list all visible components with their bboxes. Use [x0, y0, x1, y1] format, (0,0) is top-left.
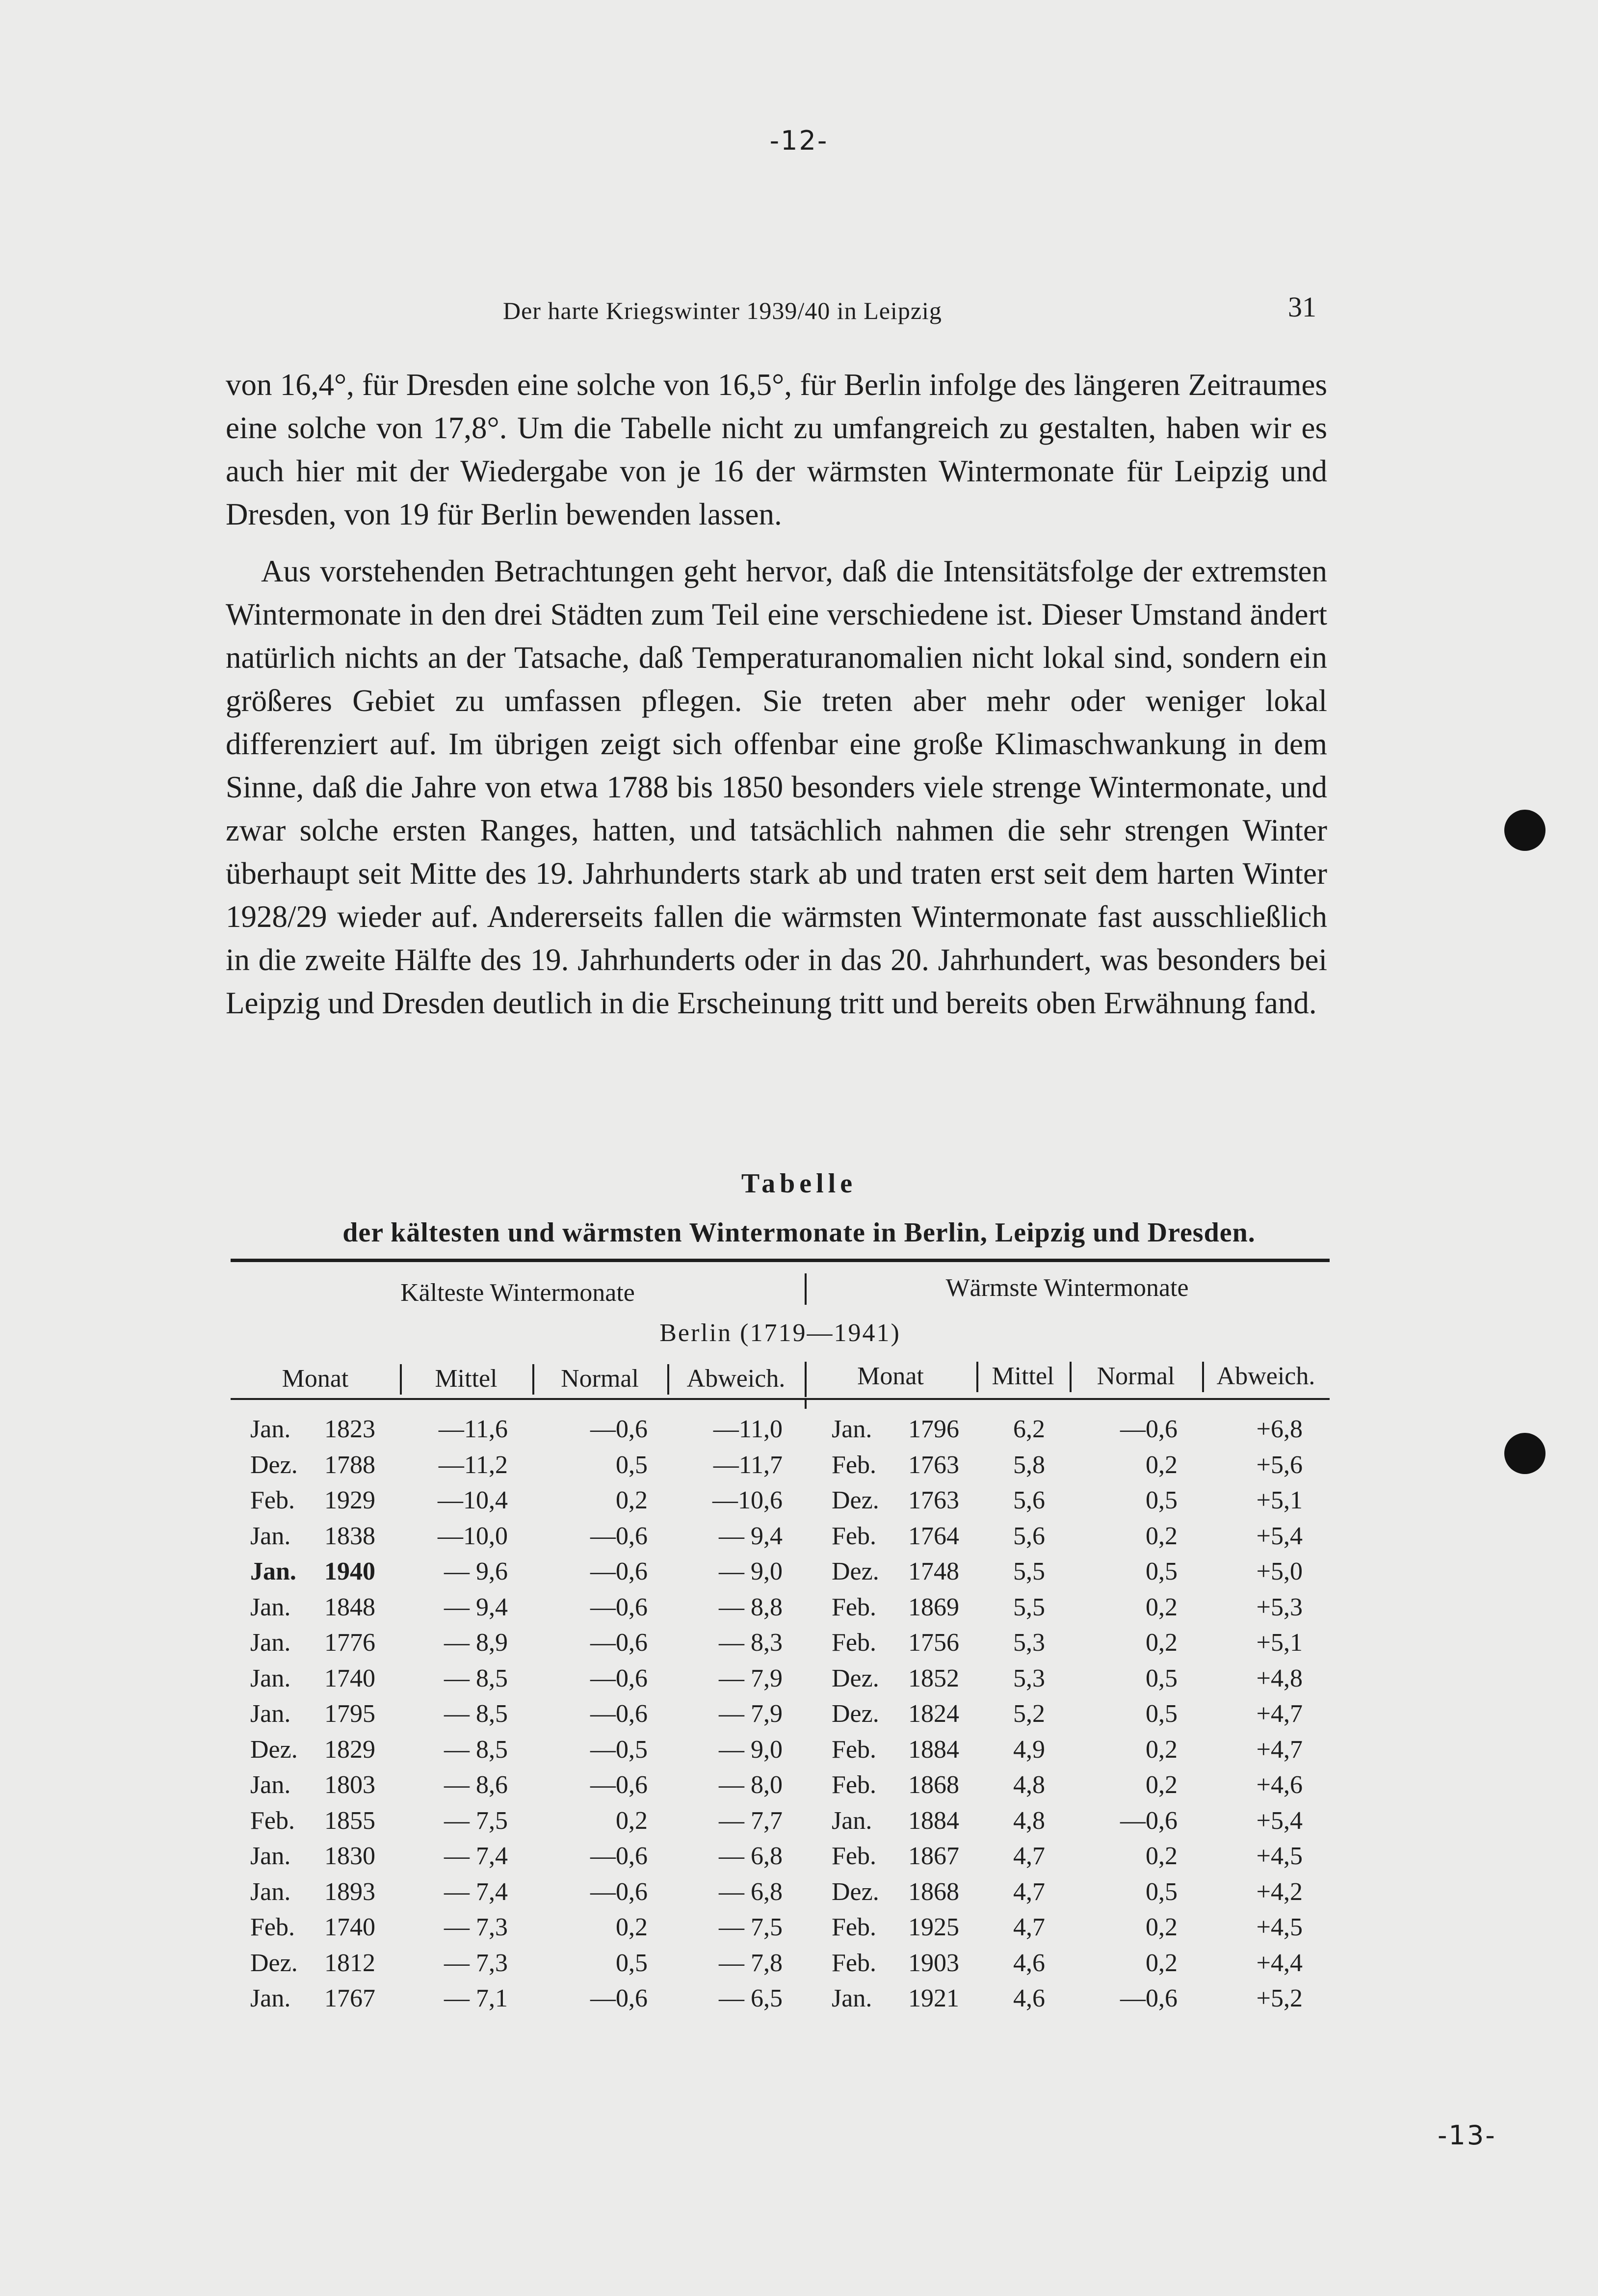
cell-warm-normal: 0,5 — [1146, 1557, 1178, 1585]
cell-warm-normal: —0,6 — [1120, 1806, 1178, 1835]
cell-warm-mean: 5,3 — [1013, 1664, 1045, 1692]
cell-cold-mean: — 7,3 — [444, 1949, 508, 1977]
cell-warm-mean: 5,8 — [1013, 1451, 1045, 1479]
cell-warm-mean: 4,8 — [1013, 1771, 1045, 1799]
cell-cold-year: 1848 — [324, 1593, 375, 1621]
cell-warm-year: 1868 — [908, 1877, 959, 1906]
cell-warm-month: Feb. — [832, 1735, 876, 1764]
cell-warm-year: 1748 — [908, 1557, 959, 1585]
header-divider — [667, 1364, 669, 1395]
cell-cold-normal: —0,6 — [590, 1664, 648, 1692]
cell-warm-mean: 5,2 — [1013, 1700, 1045, 1728]
cell-cold-normal: —0,6 — [590, 1415, 648, 1443]
cell-warm-month: Dez. — [832, 1557, 879, 1585]
cell-cold-month: Jan. — [250, 1522, 291, 1550]
cell-cold-normal: —0,6 — [590, 1522, 648, 1550]
cell-cold-year: 1893 — [324, 1877, 375, 1906]
cell-warm-deviation: +5,3 — [1256, 1593, 1303, 1621]
cell-cold-normal: —0,6 — [590, 1984, 648, 2012]
col-header-warm-month: Monat — [857, 1362, 924, 1390]
cell-cold-year: 1788 — [324, 1451, 375, 1479]
cell-warm-month: Dez. — [832, 1877, 879, 1906]
cell-warm-month: Feb. — [832, 1949, 876, 1977]
cell-cold-month: Jan. — [250, 1557, 296, 1585]
header-divider — [1202, 1362, 1204, 1392]
cell-warm-normal: 0,5 — [1146, 1486, 1178, 1514]
cell-cold-year: 1767 — [324, 1984, 375, 2012]
cell-cold-deviation: — 7,9 — [719, 1700, 783, 1728]
group-divider — [805, 1273, 807, 1305]
cell-cold-deviation: — 9,0 — [719, 1557, 783, 1585]
cell-cold-month: Dez. — [250, 1735, 298, 1764]
cell-cold-normal: —0,6 — [590, 1877, 648, 1906]
cell-cold-year: 1940 — [324, 1557, 375, 1585]
cell-warm-year: 1903 — [908, 1949, 959, 1977]
cell-cold-deviation: — 7,8 — [719, 1949, 783, 1977]
cell-cold-month: Jan. — [250, 1877, 291, 1906]
cell-warm-normal: 0,2 — [1146, 1593, 1178, 1621]
cell-cold-year: 1740 — [324, 1913, 375, 1941]
cell-warm-normal: 0,5 — [1146, 1664, 1178, 1692]
cell-warm-year: 1763 — [908, 1486, 959, 1514]
cell-cold-month: Jan. — [250, 1984, 291, 2012]
header-bottom-rule — [231, 1398, 1330, 1400]
cell-cold-mean: — 8,9 — [444, 1629, 508, 1657]
cell-warm-year: 1869 — [908, 1593, 959, 1621]
col-header-cold-mean: Mittel — [435, 1365, 498, 1393]
header-divider — [805, 1362, 807, 1397]
cell-cold-normal: 0,5 — [616, 1451, 648, 1479]
cell-cold-deviation: —10,6 — [712, 1486, 783, 1514]
cell-warm-mean: 4,7 — [1013, 1913, 1045, 1941]
cell-warm-normal: 0,2 — [1146, 1522, 1178, 1550]
cell-cold-mean: —11,2 — [438, 1451, 508, 1479]
cell-warm-mean: 5,3 — [1013, 1629, 1045, 1657]
cell-warm-year: 1764 — [908, 1522, 959, 1550]
cell-cold-normal: 0,2 — [616, 1486, 648, 1514]
cell-warm-month: Dez. — [832, 1700, 879, 1728]
cell-cold-month: Jan. — [250, 1771, 291, 1799]
cell-cold-deviation: — 6,5 — [719, 1984, 783, 2012]
cell-warm-year: 1852 — [908, 1664, 959, 1692]
cell-cold-mean: — 8,5 — [444, 1735, 508, 1764]
cell-cold-month: Jan. — [250, 1700, 291, 1728]
cell-cold-mean: — 7,1 — [444, 1984, 508, 2012]
cell-cold-deviation: — 7,5 — [719, 1913, 783, 1941]
cell-cold-month: Jan. — [250, 1629, 291, 1657]
cell-cold-month: Feb. — [250, 1486, 295, 1514]
cell-cold-month: Jan. — [250, 1664, 291, 1692]
cell-cold-month: Feb. — [250, 1806, 295, 1835]
cell-warm-mean: 5,5 — [1013, 1593, 1045, 1621]
col-header-cold-month: Monat — [282, 1365, 349, 1393]
cell-cold-mean: — 9,6 — [444, 1557, 508, 1585]
cell-warm-month: Feb. — [832, 1451, 876, 1479]
cell-cold-month: Jan. — [250, 1415, 291, 1443]
cell-cold-mean: — 7,3 — [444, 1913, 508, 1941]
cell-warm-mean: 4,8 — [1013, 1806, 1045, 1835]
cell-cold-deviation: —11,0 — [713, 1415, 783, 1443]
cell-warm-normal: 0,2 — [1146, 1913, 1178, 1941]
cell-warm-year: 1796 — [908, 1415, 959, 1443]
cell-warm-deviation: +4,6 — [1256, 1771, 1303, 1799]
cell-cold-deviation: — 9,0 — [719, 1735, 783, 1764]
station-header: Berlin (1719—1941) — [659, 1319, 901, 1347]
cell-warm-mean: 6,2 — [1013, 1415, 1045, 1443]
cell-cold-mean: —10,4 — [438, 1486, 508, 1514]
col-header-cold-deviation: Abweich. — [686, 1365, 786, 1393]
cell-cold-deviation: — 7,9 — [719, 1664, 783, 1692]
cell-cold-mean: — 8,5 — [444, 1664, 508, 1692]
cell-warm-year: 1884 — [908, 1735, 959, 1764]
cell-cold-deviation: — 7,7 — [719, 1806, 783, 1835]
cell-warm-year: 1756 — [908, 1629, 959, 1657]
cell-warm-month: Feb. — [832, 1771, 876, 1799]
cell-cold-month: Dez. — [250, 1949, 298, 1977]
header-divider — [532, 1364, 534, 1395]
cell-warm-month: Feb. — [832, 1913, 876, 1941]
cell-warm-year: 1884 — [908, 1806, 959, 1835]
cell-cold-mean: —11,6 — [438, 1415, 508, 1443]
cell-cold-year: 1830 — [324, 1842, 375, 1870]
cell-cold-year: 1838 — [324, 1522, 375, 1550]
cell-warm-mean: 4,7 — [1013, 1842, 1045, 1870]
cell-warm-normal: 0,2 — [1146, 1771, 1178, 1799]
cell-cold-normal: —0,6 — [590, 1771, 648, 1799]
cell-warm-deviation: +5,4 — [1256, 1522, 1303, 1550]
cell-cold-deviation: — 6,8 — [719, 1877, 783, 1906]
cell-cold-mean: — 7,5 — [444, 1806, 508, 1835]
cell-warm-deviation: +5,4 — [1256, 1806, 1303, 1835]
cell-warm-normal: 0,2 — [1146, 1949, 1178, 1977]
cell-warm-normal: 0,2 — [1146, 1451, 1178, 1479]
cell-warm-normal: 0,2 — [1146, 1629, 1178, 1657]
cell-warm-deviation: +5,2 — [1256, 1984, 1303, 2012]
cell-cold-mean: — 9,4 — [444, 1593, 508, 1621]
cell-cold-deviation: — 8,8 — [719, 1593, 783, 1621]
cell-cold-month: Dez. — [250, 1451, 298, 1479]
cell-warm-deviation: +5,1 — [1256, 1486, 1303, 1514]
punch-hole — [1504, 1433, 1546, 1474]
col-header-warm-deviation: Abweich. — [1216, 1362, 1315, 1390]
cell-warm-deviation: +5,6 — [1256, 1451, 1303, 1479]
cell-cold-normal: —0,6 — [590, 1842, 648, 1870]
punch-hole — [1504, 810, 1546, 851]
cell-cold-deviation: —11,7 — [713, 1451, 783, 1479]
cell-warm-year: 1763 — [908, 1451, 959, 1479]
cell-warm-year: 1868 — [908, 1771, 959, 1799]
cell-cold-year: 1829 — [324, 1735, 375, 1764]
cell-cold-year: 1740 — [324, 1664, 375, 1692]
cell-warm-deviation: +4,2 — [1256, 1877, 1303, 1906]
cell-cold-year: 1812 — [324, 1949, 375, 1977]
col-header-cold-normal: Normal — [561, 1365, 639, 1393]
cell-warm-mean: 5,6 — [1013, 1522, 1045, 1550]
table-subtitle: der kältesten und wärmsten Wintermonate in Berlin, Leipzig und Dresden. — [342, 1217, 1256, 1248]
cell-warm-month: Jan. — [832, 1415, 872, 1443]
table-top-rule — [231, 1259, 1330, 1262]
cell-warm-month: Feb. — [832, 1629, 876, 1657]
cell-warm-month: Feb. — [832, 1522, 876, 1550]
cell-warm-year: 1921 — [908, 1984, 959, 2012]
cell-cold-deviation: — 8,0 — [719, 1771, 783, 1799]
group-header-cold: Kälteste Wintermonate — [400, 1279, 635, 1307]
cell-cold-year: 1823 — [324, 1415, 375, 1443]
cell-warm-deviation: +4,7 — [1256, 1735, 1303, 1764]
cell-cold-year: 1929 — [324, 1486, 375, 1514]
cell-warm-deviation: +4,8 — [1256, 1664, 1303, 1692]
cell-warm-mean: 4,9 — [1013, 1735, 1045, 1764]
cell-warm-year: 1867 — [908, 1842, 959, 1870]
cell-cold-normal: 0,5 — [616, 1949, 648, 1977]
cell-cold-mean: — 8,5 — [444, 1700, 508, 1728]
cell-cold-year: 1776 — [324, 1629, 375, 1657]
cell-warm-deviation: +5,1 — [1256, 1629, 1303, 1657]
cell-warm-normal: —0,6 — [1120, 1415, 1178, 1443]
cell-cold-year: 1803 — [324, 1771, 375, 1799]
header-divider — [400, 1364, 402, 1395]
cell-warm-deviation: +6,8 — [1256, 1415, 1303, 1443]
table-title: Tabelle — [741, 1168, 857, 1199]
cell-cold-mean: — 7,4 — [444, 1877, 508, 1906]
cell-cold-month: Jan. — [250, 1842, 291, 1870]
cell-cold-mean: — 8,6 — [444, 1771, 508, 1799]
cell-cold-normal: —0,6 — [590, 1629, 648, 1657]
cell-warm-normal: 0,5 — [1146, 1877, 1178, 1906]
cell-warm-mean: 4,6 — [1013, 1984, 1045, 2012]
cell-cold-normal: —0,6 — [590, 1593, 648, 1621]
cell-cold-deviation: — 8,3 — [719, 1629, 783, 1657]
col-header-warm-normal: Normal — [1097, 1362, 1175, 1390]
header-divider — [1070, 1362, 1072, 1392]
group-header-warm: Wärmste Wintermonate — [945, 1274, 1189, 1302]
page-number-bottom: -13- — [1438, 2120, 1496, 2151]
cell-warm-mean: 5,5 — [1013, 1557, 1045, 1585]
cell-warm-deviation: +4,7 — [1256, 1700, 1303, 1728]
cell-cold-deviation: — 6,8 — [719, 1842, 783, 1870]
cell-cold-normal: 0,2 — [616, 1913, 648, 1941]
cell-warm-month: Feb. — [832, 1593, 876, 1621]
cell-warm-mean: 4,7 — [1013, 1877, 1045, 1906]
cell-warm-month: Feb. — [832, 1842, 876, 1870]
cell-warm-deviation: +4,5 — [1256, 1842, 1303, 1870]
cell-warm-normal: 0,2 — [1146, 1842, 1178, 1870]
cell-cold-normal: —0,6 — [590, 1700, 648, 1728]
cell-warm-month: Dez. — [832, 1486, 879, 1514]
cell-warm-normal: —0,6 — [1120, 1984, 1178, 2012]
running-head: Der harte Kriegswinter 1939/40 in Leipzig — [503, 297, 942, 324]
cell-warm-month: Jan. — [832, 1806, 872, 1835]
cell-cold-normal: 0,2 — [616, 1806, 648, 1835]
cell-cold-normal: —0,5 — [590, 1735, 648, 1764]
cell-warm-deviation: +4,4 — [1256, 1949, 1303, 1977]
cell-warm-deviation: +5,0 — [1256, 1557, 1303, 1585]
body-divider — [805, 1398, 807, 1409]
cell-cold-month: Feb. — [250, 1913, 295, 1941]
cell-cold-mean: —10,0 — [438, 1522, 508, 1550]
paragraph-1: von 16,4°, für Dresden eine solche von 16,5°, für Berlin infolge des längeren Zeitraumes eine solche von 17,8°. Um die Tabelle nicht zu umfangreich zu gestalten, haben wir es auch hier mit der Wiedergabe von je 16 der wärmsten Wintermonate für Leipzig und Dresden, von 19 für Berlin bewenden lassen. — [226, 368, 1327, 531]
cell-cold-year: 1855 — [324, 1806, 375, 1835]
cell-warm-month: Dez. — [832, 1664, 879, 1692]
cell-warm-year: 1824 — [908, 1700, 959, 1728]
header-divider — [976, 1362, 978, 1392]
cell-warm-normal: 0,5 — [1146, 1700, 1178, 1728]
cell-warm-deviation: +4,5 — [1256, 1913, 1303, 1941]
cell-cold-mean: — 7,4 — [444, 1842, 508, 1870]
cell-warm-month: Jan. — [832, 1984, 872, 2012]
cell-cold-deviation: — 9,4 — [719, 1522, 783, 1550]
page-number-top: -12- — [769, 125, 829, 156]
folio-number: 31 — [1288, 291, 1316, 323]
body-text — [226, 363, 1327, 1025]
cell-cold-month: Jan. — [250, 1593, 291, 1621]
cell-cold-year: 1795 — [324, 1700, 375, 1728]
cell-warm-normal: 0,2 — [1146, 1735, 1178, 1764]
paragraph-2: Aus vorstehenden Betrachtungen geht hervor, daß die Intensitätsfolge der extremsten Wintermonate in den drei Städten zum Teil eine verschiedene ist. Dieser Umstand ändert natürlich nichts an der Tatsache, daß Temperaturanomalien nicht lokal sind, sondern ein größeres Gebiet zu umfassen pflegen. Sie treten aber mehr oder weniger lokal differenziert auf. Im übrigen zeigt sich offenbar eine große Klimaschwankung in dem Sinne, daß die Jahre von etwa 1788 bis 1850 besonders viele strenge Wintermonate, und zwar solche ersten Ranges, hatten, und tatsächlich nahmen die sehr strengen Winter überhaupt seit Mitte des 19. Jahrhunderts stark ab und traten erst seit dem harten Winter 1928/29 wieder auf. Andererseits fallen die wärmsten Wintermonate fast ausschließlich in die zweite Hälfte des 19. Jahrhunderts oder in das 20. Jahrhundert, was besonders bei Leipzig und Dresden deutlich in die Erscheinung tritt und bereits oben Erwähnung fand. — [226, 554, 1327, 1020]
col-header-warm-mean: Mittel — [992, 1362, 1054, 1390]
cell-warm-year: 1925 — [908, 1913, 959, 1941]
cell-cold-normal: —0,6 — [590, 1557, 648, 1585]
cell-warm-mean: 5,6 — [1013, 1486, 1045, 1514]
cell-warm-mean: 4,6 — [1013, 1949, 1045, 1977]
